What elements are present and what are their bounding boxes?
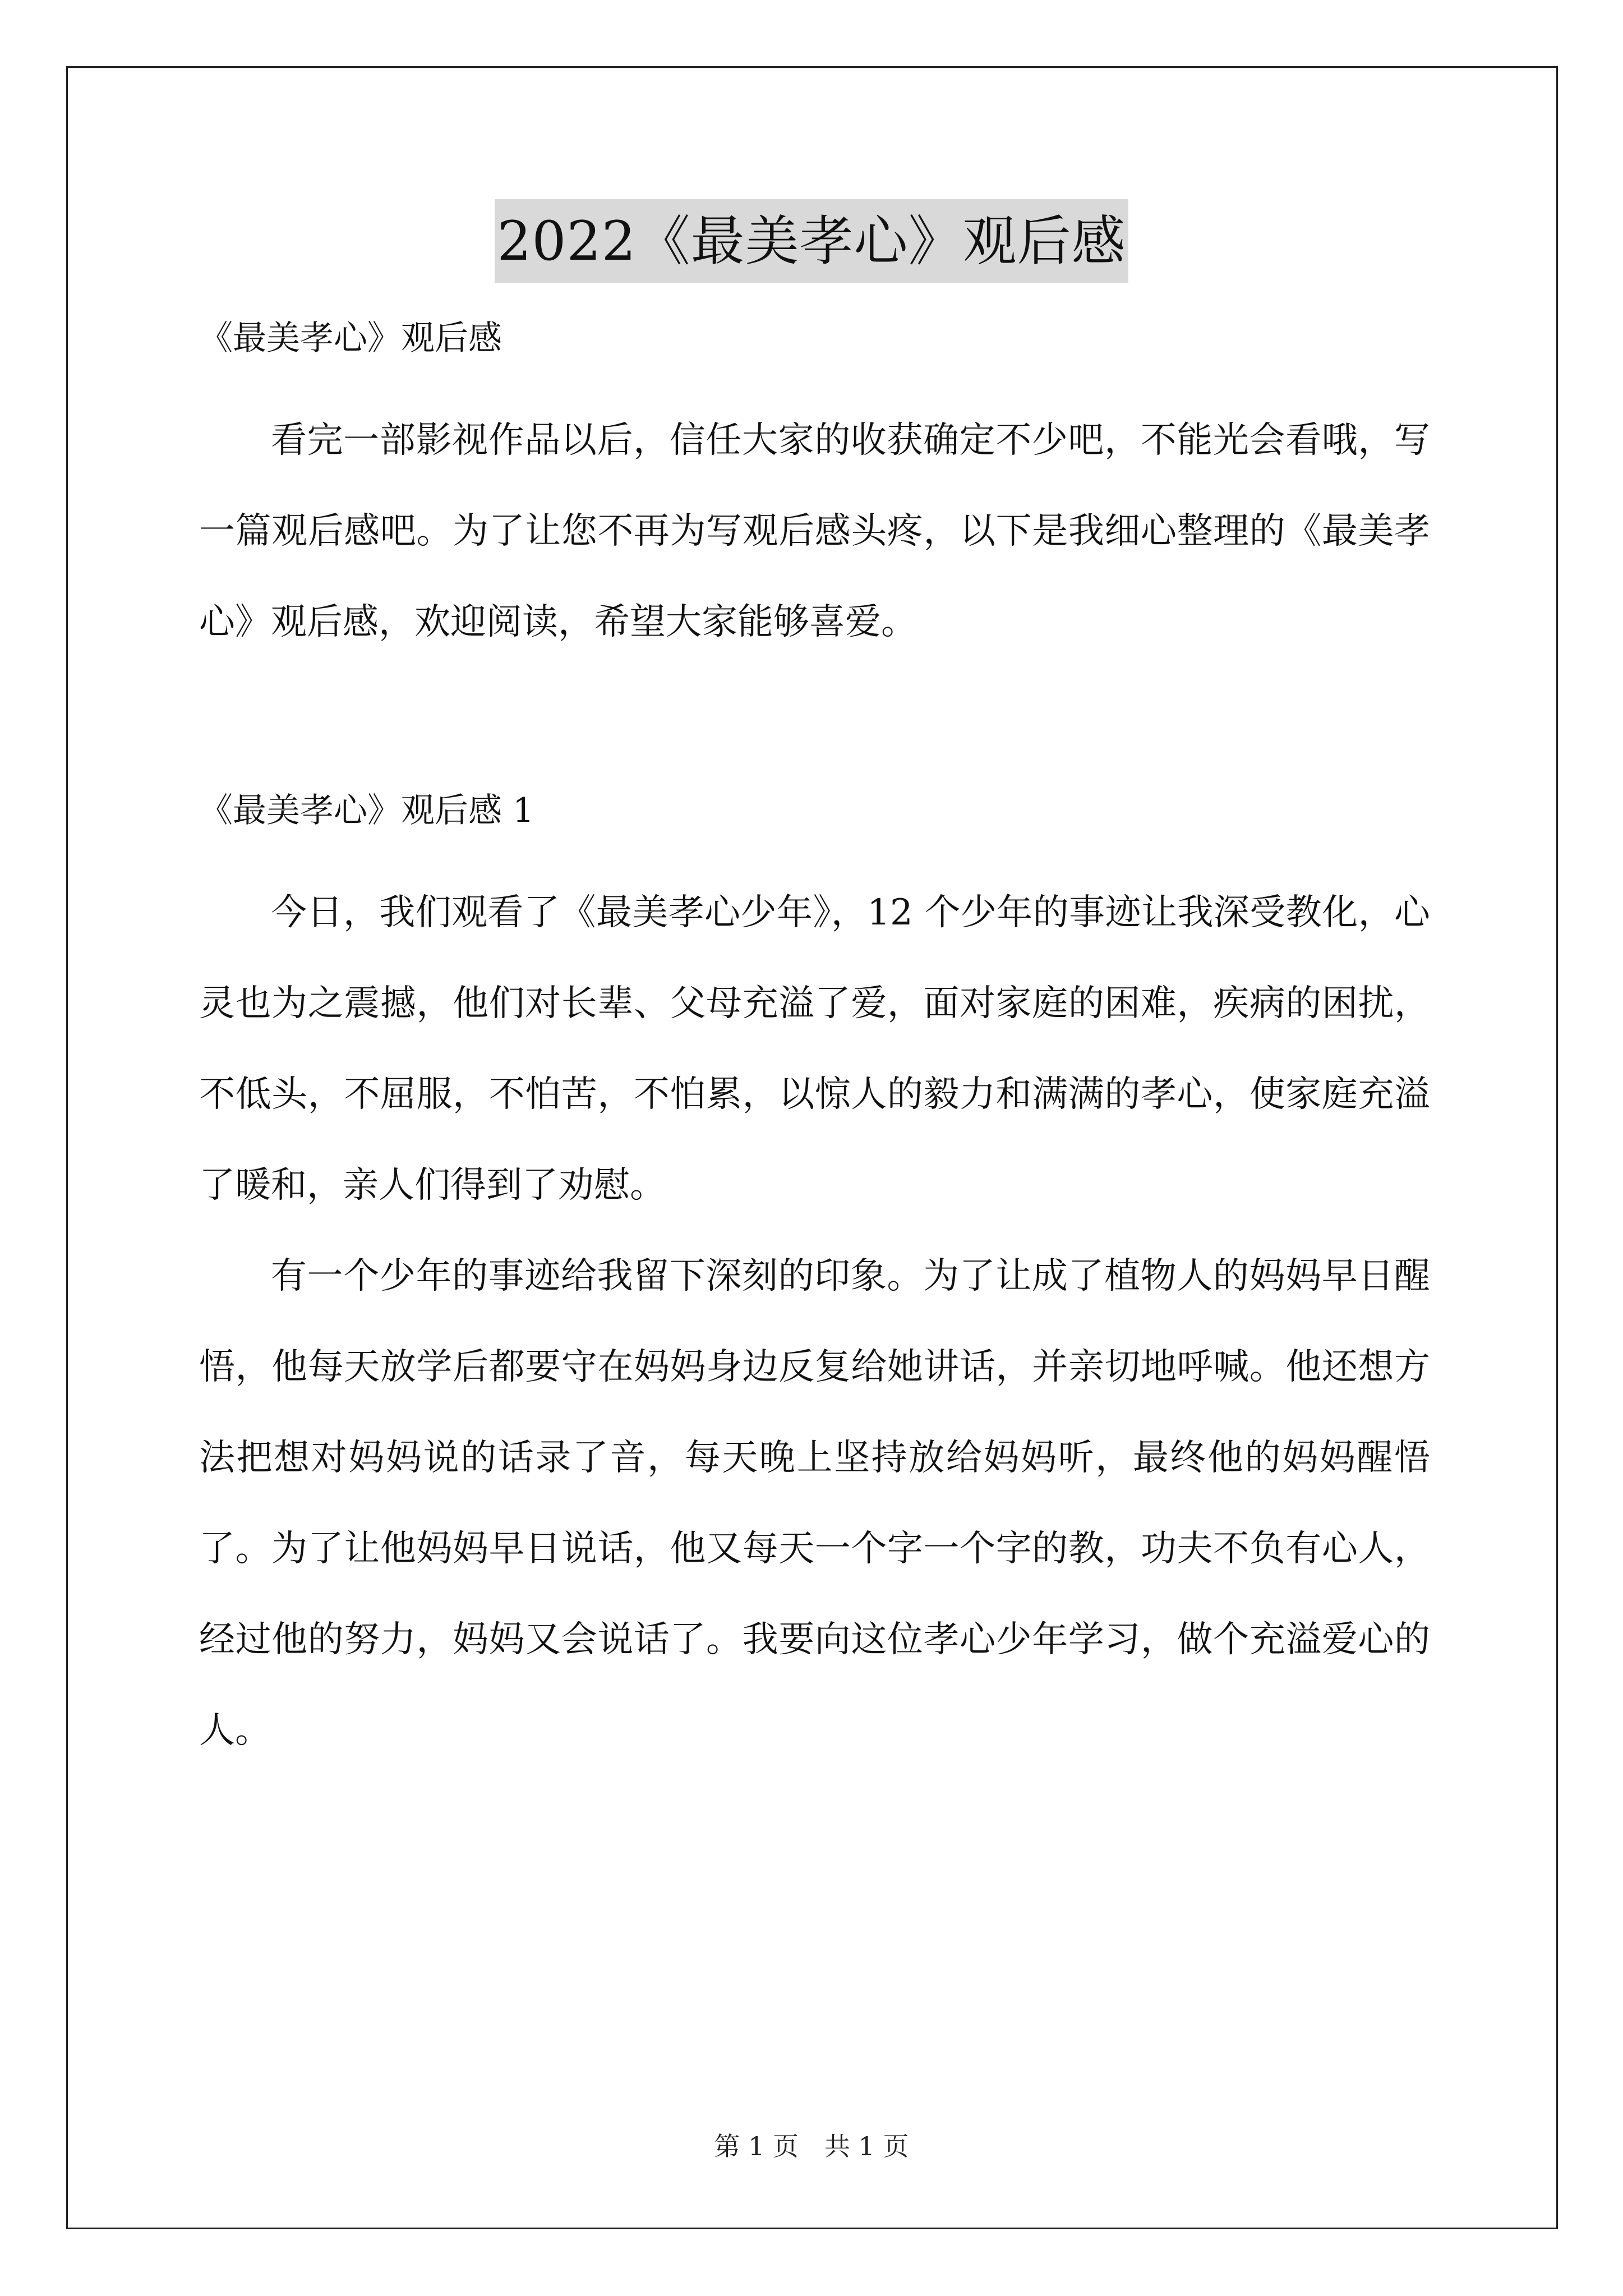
document-title: 2022《最美孝心》观后感 xyxy=(495,199,1128,283)
body-paragraph-1: 今日，我们观看了《最美孝心少年》，12 个少年的事迹让我深受教化，心灵也为之震撼，他们对长辈、父母充溢了爱，面对家庭的困难，疾病的困扰，不低头，不屈服，不怕苦，不怕累，以惊人的毅力和满满的孝心，使家庭充溢了暖和，亲人们得到了劝慰。 xyxy=(199,892,1430,1206)
section-heading: 《最美孝心》观后感 1 xyxy=(199,791,534,830)
document-body xyxy=(199,307,1430,1776)
body-paragraph-2: 有一个少年的事迹给我留下深刻的印象。为了让成了植物人的妈妈早日醒悟，他每天放学后都要守在妈妈身边反复给她讲话，并亲切地呼喊。他还想方法把想对妈妈说的话录了音，每天晚上坚持放给妈妈听，最终他的妈妈醒悟了。为了让他妈妈早日说话，他又每天一个字一个字的教，功夫不负有心人，经过他的努力，妈妈又会说话了。我要向这位孝心少年学习，做个充溢爱心的人。 xyxy=(199,1255,1430,1751)
title-container xyxy=(0,199,1623,283)
intro-paragraph: 看完一部影视作品以后，信任大家的收获确定不少吧，不能光会看哦，写一篇观后感吧。为了让您不再为写观后感头疼，以下是我细心整理的《最美孝心》观后感，欢迎阅读，希望大家能够喜爱。 xyxy=(199,420,1430,643)
intro-heading: 《最美孝心》观后感 xyxy=(199,319,502,358)
page-footer: 第 1 页 共 1 页 xyxy=(714,2131,909,2161)
